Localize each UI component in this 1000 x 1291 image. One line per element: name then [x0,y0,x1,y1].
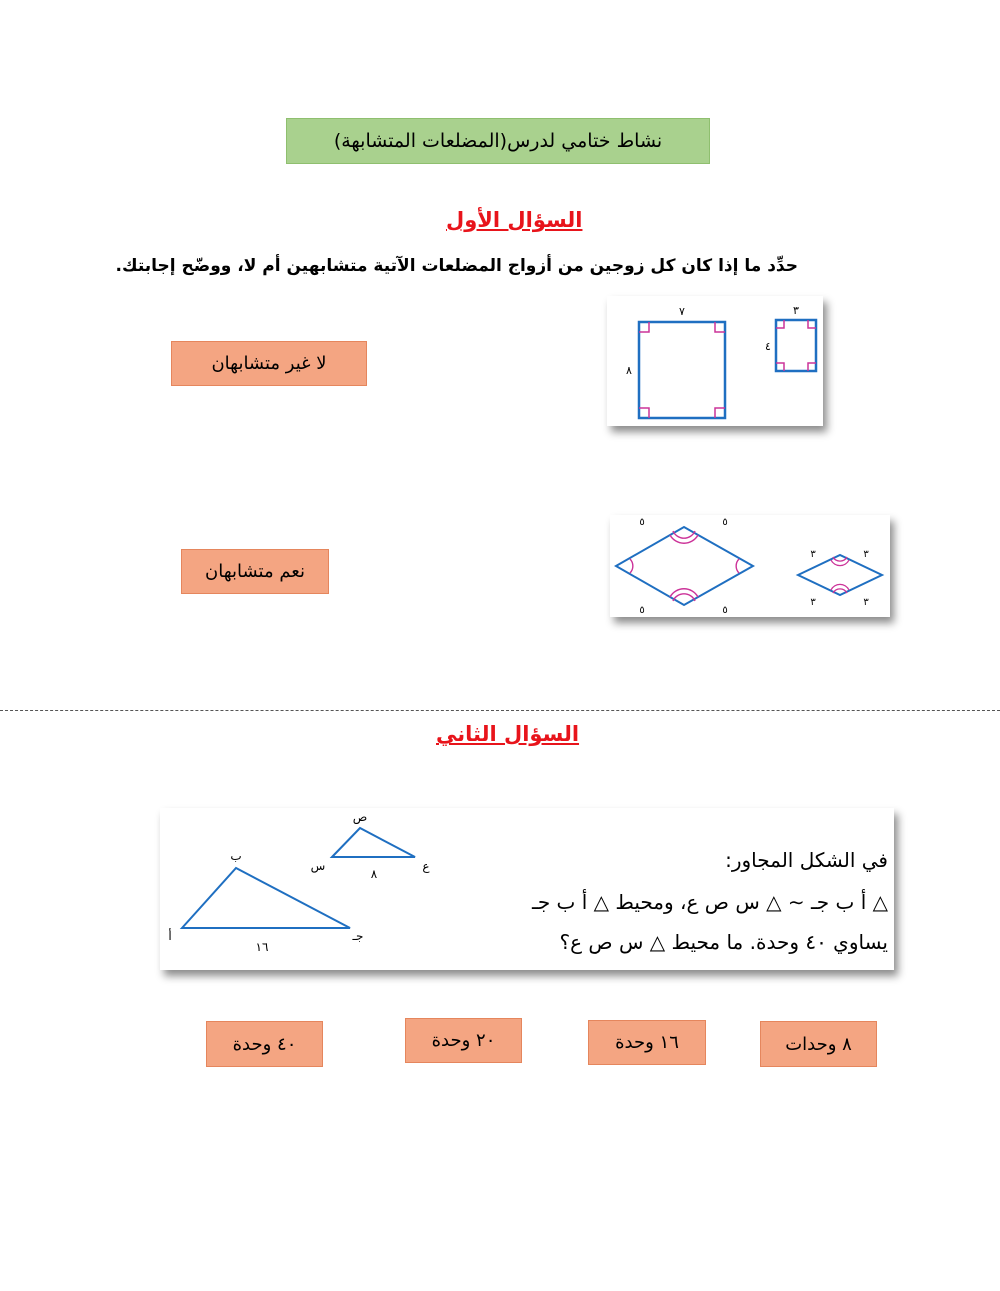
large-rectangle [639,322,725,418]
vertex-b-label: ب [230,849,242,863]
answer-similar[interactable]: نعم متشابهان [181,549,329,594]
vertex-c-label: جـ [352,929,364,943]
large-rhombus-side-label-2: ٥ [722,517,728,528]
rhombuses-diagram [610,515,890,617]
small-rhombus-side-label-1: ٣ [810,549,816,560]
small-rect-top-label: ٣ [793,304,799,317]
large-rhombus-side-label-3: ٥ [639,605,645,616]
option-8-units[interactable]: ٨ وحدات [760,1021,877,1067]
question1-instruction: حدِّد ما إذا كان كل زوجين من أزواج المضلعات الآتية متشابهين أم لا، ووضّح إجابتك. [115,256,798,276]
question1-heading: السؤال الأول [446,208,583,232]
question2-heading: السؤال الثاني [436,722,580,746]
small-triangle-base-label: ٨ [370,867,378,881]
large-triangle [182,868,350,928]
rectangles-diagram [607,296,823,426]
large-rect-top-label: ٧ [679,305,685,318]
answer-not-similar[interactable]: لا غير متشابهان [171,341,367,386]
large-rhombus-top-angle [670,531,698,543]
question2-text-line2: △ أ ب جـ ∽ △ س ص ع، ومحيط △ أ ب جـ [531,890,888,914]
small-triangle [332,828,415,857]
small-rhombus-top-angle [831,557,849,566]
large-rect-side-label: ٨ [626,364,632,377]
option-16-units[interactable]: ١٦ وحدة [588,1020,706,1065]
large-rhombus-bottom-angle [670,589,698,601]
vertex-s-label: س [310,859,326,873]
option-40-units[interactable]: ٤٠ وحدة [206,1021,323,1067]
triangles-question-figure [160,808,894,970]
large-rhombus-right-angle [736,559,739,573]
large-rectangle-angle-marks [639,322,725,418]
large-triangle-base-label: ١٦ [255,940,269,954]
large-rhombus-side-label-4: ٥ [722,605,728,616]
small-rhombus-side-label-3: ٣ [810,597,816,608]
vertex-a-label: أ [168,929,172,943]
small-rect-side-label: ٤ [765,340,771,353]
large-rhombus-left-angle [630,559,633,573]
small-rhombus-side-label-2: ٣ [863,549,869,560]
section-divider [0,710,1000,711]
option-20-units[interactable]: ٢٠ وحدة [405,1018,522,1063]
rectangles-figure [607,296,823,426]
large-rhombus-side-label-1: ٥ [639,517,645,528]
question2-text-line3: يساوي ٤٠ وحدة. ما محيط △ س ص ع؟ [559,930,888,954]
question2-text-line1: في الشكل المجاور: [725,848,888,872]
small-rhombus-bottom-angle [831,584,849,593]
small-rhombus-side-label-4: ٣ [863,597,869,608]
vertex-e-label: ع [422,859,430,873]
vertex-p-label: ص [352,810,368,824]
rhombuses-figure [610,515,890,617]
activity-title: نشاط ختامي لدرس(المضلعات المتشابهة) [286,118,710,164]
small-rectangle-angle-marks [776,320,816,371]
